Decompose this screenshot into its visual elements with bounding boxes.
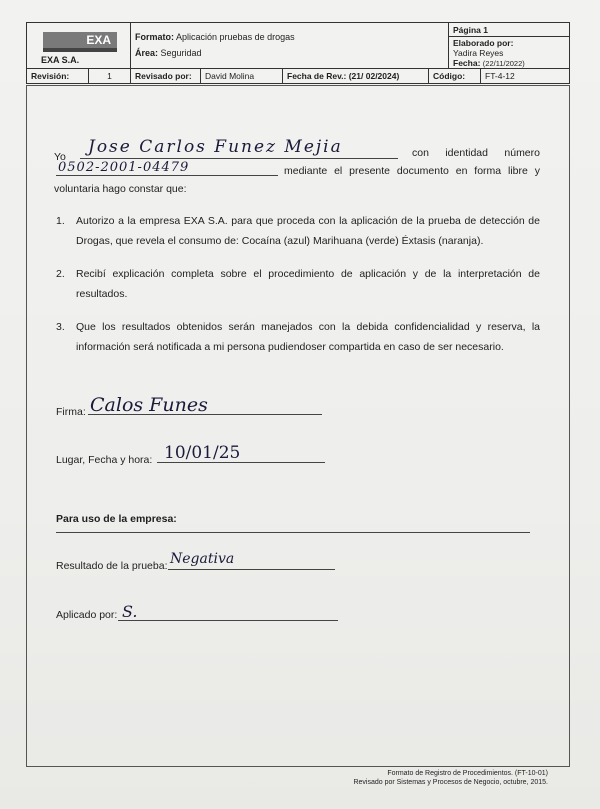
format-label: Formato: <box>135 32 174 42</box>
elaborado-value: Yadira Reyes <box>453 48 504 58</box>
revision-row <box>27 68 569 84</box>
logo-cell <box>27 23 131 68</box>
author-cell <box>449 23 569 68</box>
firma-label: Firma: <box>56 406 86 418</box>
revisado-label: Revisado por: <box>131 69 201 84</box>
fecha-value: (22/11/2022) <box>482 59 525 68</box>
revision-value: 1 <box>89 69 131 84</box>
fecha-label: Fecha: <box>453 58 481 68</box>
elaborado-label: Elaborado por: <box>453 38 514 48</box>
identity-handwritten: 0502-2001-04479 <box>58 160 190 175</box>
area-row <box>135 48 448 58</box>
voluntaria-text: voluntaria hago constar que: <box>54 183 187 195</box>
lugar-line <box>157 462 325 463</box>
item-3-text: Que los resultados obtenidos serán manejados con la debida confidencialidad y reserva, la información será notificada a mi persona pudiendoser compartida en caso de ser necesario. <box>76 321 540 353</box>
firma-line <box>88 414 322 415</box>
identity-line <box>56 175 278 176</box>
name-line <box>80 158 398 159</box>
item-1-text: Autorizo a la empresa EXA S.A. para que proceda con la aplicación de la prueba de detección de Drogas, que revela el consumo de: Cocaína (azul) Marihuana (verde) Éxtasis (naranja). <box>76 215 540 247</box>
form-header <box>26 22 570 84</box>
yo-label: Yo <box>54 151 66 163</box>
con-identidad-label: con identidad número <box>412 147 540 159</box>
signature-handwritten: Calos Funes <box>90 394 208 416</box>
item-2-number: 2. <box>56 268 65 280</box>
area-label: Área: <box>135 48 159 58</box>
company-logo <box>43 32 117 52</box>
item-1-number: 1. <box>56 215 65 227</box>
company-name: EXA S.A. <box>41 55 80 65</box>
result-handwritten: Negativa <box>170 551 235 567</box>
aplicado-label: Aplicado por: <box>56 609 118 621</box>
codigo-value: FT-4-12 <box>485 71 515 81</box>
item-2-text: Recibí explicación completa sobre el procedimiento de aplicación y de la interpretación de resultados. <box>76 268 540 300</box>
format-cell <box>131 23 449 68</box>
lugar-label: Lugar, Fecha y hora: <box>56 454 153 466</box>
applier-handwritten: S. <box>122 602 138 621</box>
logo-truck-stripe <box>43 48 117 52</box>
mediante-text: mediante el presente documento en forma libre y <box>284 165 540 177</box>
con-identidad-text <box>412 146 540 160</box>
empresa-section-label: Para uso de la empresa: <box>56 513 177 525</box>
item-3-number: 3. <box>56 321 65 333</box>
name-handwritten: Jose Carlos Funez Mejia <box>88 137 343 157</box>
logo-text: EXA <box>86 33 111 47</box>
revision-label: Revisión: <box>27 69 89 84</box>
codigo-label: Código: <box>429 69 481 84</box>
footer-line-1: Formato de Registro de Procedimientos. (FT-10-01) <box>387 770 548 777</box>
resultado-label: Resultado de la prueba: <box>56 560 168 572</box>
aplicado-line <box>118 620 338 621</box>
resultado-line <box>168 569 335 570</box>
revisado-value: David Molina <box>201 69 283 84</box>
format-row <box>135 32 448 42</box>
area-value: Seguridad <box>160 48 202 58</box>
empresa-line <box>56 532 530 533</box>
footer-line-2: Revisado por Sistemas y Procesos de Negocio, octubre, 2015. <box>353 779 548 786</box>
format-value: Aplicación pruebas de drogas <box>176 32 295 42</box>
date-handwritten: 10/01/25 <box>164 443 241 463</box>
page-number: Página 1 <box>449 25 569 37</box>
fecha-revision: Fecha de Rev.: (21/ 02/2024) <box>283 69 429 84</box>
